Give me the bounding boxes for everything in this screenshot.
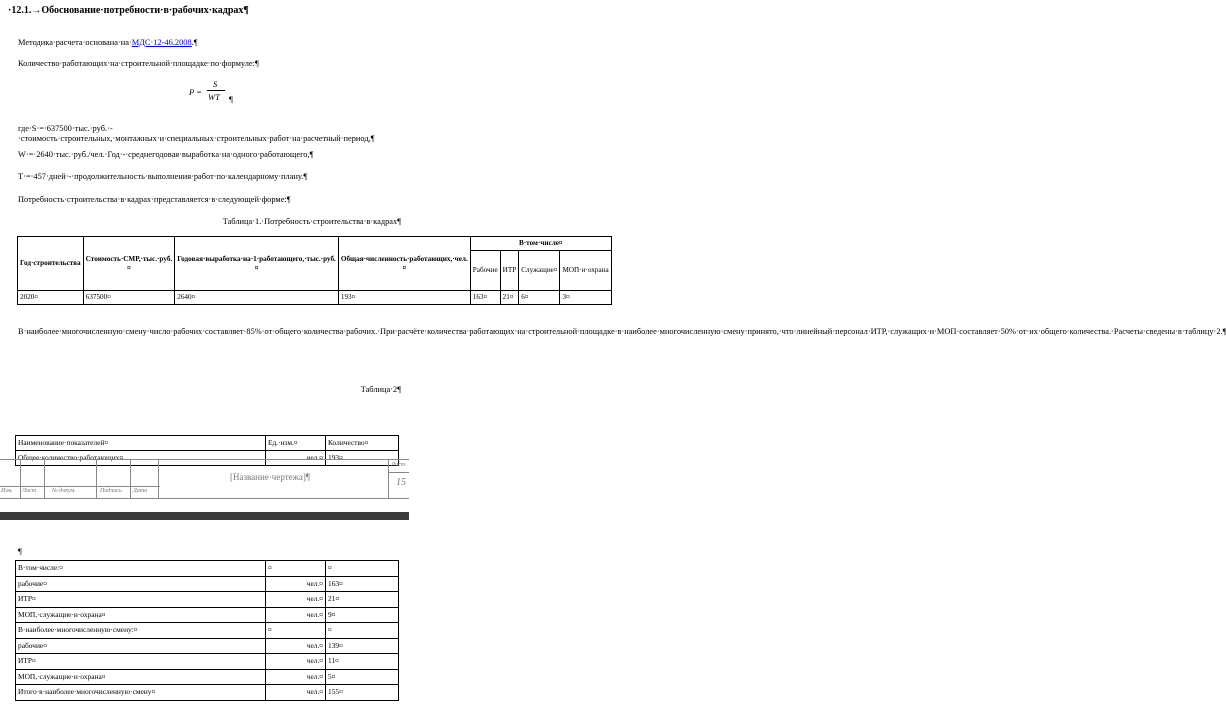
drawing-title: [Название·чертежа]¶ xyxy=(230,472,310,482)
t3-row9-qty: 155¤ xyxy=(326,685,399,701)
th-cost: Стоимость·СМР,·тыс.·руб.¤ xyxy=(83,237,175,291)
th-year: Год·строительства xyxy=(18,237,84,291)
title-block-grid xyxy=(0,460,160,498)
label-signature: Подпись xyxy=(100,488,122,494)
t3-row6-name: рабочие¤ xyxy=(16,638,266,654)
sheet-number: 15 xyxy=(396,477,406,488)
th-service: Служащие¤ xyxy=(519,251,560,291)
t3-row5-name: В·наиболее·многочисленную·смену:¤ xyxy=(16,623,266,639)
label-sheet: Лист xyxy=(22,488,37,494)
t3-row1-qty: ¤ xyxy=(326,561,399,577)
t3-row9-unit: чел.¤ xyxy=(266,685,326,701)
paragraph-shift-calc: В·наиболее·многочисленную·смену·число·рабочих·составляет·85%·от·общего·количества·рабочих.·При·расчёте·количества·работающих·на·строительной·площадке·в·наиболее·многочисленную·смену·принято,·что·линейный·персонал·ИТР,·служащих·и·МОП·составляет·50%·от·их·общего·количества.·Расчеты·сведены·в·таблицу·2.¶ xyxy=(18,327,1226,336)
t3-row8-unit: чел.¤ xyxy=(266,669,326,685)
staffing-table xyxy=(17,236,612,305)
formula-numerator: S xyxy=(213,79,218,89)
th-including: В·том·числе¤ xyxy=(470,237,611,251)
paragraph-method xyxy=(18,38,198,48)
t3-row6-unit: чел.¤ xyxy=(266,638,326,654)
formula-pilcrow: ¶ xyxy=(229,94,233,104)
t3-row1-unit: ¤ xyxy=(266,561,326,577)
paragraph-method-text: Методика·расчета·основана·на· xyxy=(18,38,132,47)
th-total: Общая·численность·работающих,·чел.¤ xyxy=(338,237,470,291)
cell-itr: 21¤ xyxy=(500,291,519,305)
formula-fraction-bar xyxy=(207,90,225,91)
table1-caption: Таблица·1.·Потребность·строительства·в·кадрах¶ xyxy=(222,217,401,226)
mds-link[interactable]: МДС·12-46.2008 xyxy=(131,38,192,47)
th-mop: МОП·и·охрана xyxy=(560,251,611,291)
t3-row5-unit: ¤ xyxy=(266,623,326,639)
label-doc-number: №·докум. xyxy=(52,488,76,494)
cell-total: 193¤ xyxy=(338,291,470,305)
section-heading: ·12.1.→Обоснование·потребности·в·рабочих·кадрах¶ xyxy=(8,5,249,16)
formula-lhs: P = xyxy=(189,87,202,97)
paragraph-method-end: .¶ xyxy=(191,38,198,47)
t3-row3-qty: 21¤ xyxy=(326,592,399,608)
cell-service: 6¤ xyxy=(519,291,560,305)
t3-row8-qty: 5¤ xyxy=(326,669,399,685)
th-output: Годовая·выработка·на·1·работающего,·тыс.·руб.¤ xyxy=(175,237,339,291)
t2-header-unit: Ед.·изм.¤ xyxy=(266,436,326,451)
t3-row1-name: В·том·числе:¤ xyxy=(16,561,266,577)
cell-cost: 637500¤ xyxy=(83,291,175,305)
paragraph-s-definition: где·S·=·637500·тыс.·руб.·-·стоимость·строительных,·монтажных·и·специальных·строительных·работ·на·расчетный·период,¶ xyxy=(18,124,375,143)
sheet-label: Лист xyxy=(391,462,406,468)
title-block-frame xyxy=(0,459,409,499)
label-change: Изм. xyxy=(1,488,13,494)
t3-row7-name: ИТР¤ xyxy=(16,654,266,670)
t3-row8-name: МОП,·служащие·и·охрана¤ xyxy=(16,669,266,685)
cell-workers: 163¤ xyxy=(470,291,500,305)
paragraph-w-definition: W·=·2640·тыс.·руб./чел.·Год·-·среднегодовая·выработка·на·одного·работающего,¶ xyxy=(18,150,314,159)
t3-row9-name: Итого·в·наиболее·многочисленную·смену¤ xyxy=(16,685,266,701)
page-break-bar xyxy=(0,512,409,520)
t3-row2-unit: чел.¤ xyxy=(266,576,326,592)
th-itr: ИТР xyxy=(500,251,519,291)
t3-row2-name: рабочие¤ xyxy=(16,576,266,592)
label-date: Дата xyxy=(133,488,148,494)
t2-header-qty: Количество¤ xyxy=(326,436,399,451)
t2-cell-name: Общее·количество·работающих¤ xyxy=(16,451,266,466)
cell-output: 2640¤ xyxy=(175,291,339,305)
t3-row7-unit: чел.¤ xyxy=(266,654,326,670)
table2-caption: Таблица·2¶ xyxy=(360,385,401,394)
t3-row4-qty: 9¤ xyxy=(326,607,399,623)
paragraph-t-definition: T·=·457·дней·-·продолжительность·выполнения·работ·по·календарному·плану.¶ xyxy=(18,172,308,181)
summary-table-continued xyxy=(15,560,399,701)
t3-row2-qty: 163¤ xyxy=(326,576,399,592)
t3-row4-name: МОП,·служащие·и·охрана¤ xyxy=(16,607,266,623)
t3-row3-unit: чел.¤ xyxy=(266,592,326,608)
t2-cell-qty: 193¤ xyxy=(326,451,399,466)
t3-row6-qty: 139¤ xyxy=(326,638,399,654)
t3-row4-unit: чел.¤ xyxy=(266,607,326,623)
pilcrow-line: ¶ xyxy=(18,547,22,556)
cell-year: 2020¤ xyxy=(18,291,84,305)
formula-denominator: WT xyxy=(208,92,220,102)
cell-mop: 3¤ xyxy=(560,291,611,305)
paragraph-formula-intro: Количество·работающих·на·строительной·площадке·по·формуле:¶ xyxy=(18,59,259,68)
t3-row7-qty: 11¤ xyxy=(326,654,399,670)
th-workers: Рабочие xyxy=(470,251,500,291)
t3-row3-name: ИТР¤ xyxy=(16,592,266,608)
formula xyxy=(189,79,249,109)
paragraph-form-intro: Потребность·строительства·в·кадрах·представляется·в·следующей·форме:¶ xyxy=(18,195,291,204)
t2-header-name: Наименование·показателей¤ xyxy=(16,436,266,451)
t2-cell-unit: чел.¤ xyxy=(266,451,326,466)
t3-row5-qty: ¤ xyxy=(326,623,399,639)
